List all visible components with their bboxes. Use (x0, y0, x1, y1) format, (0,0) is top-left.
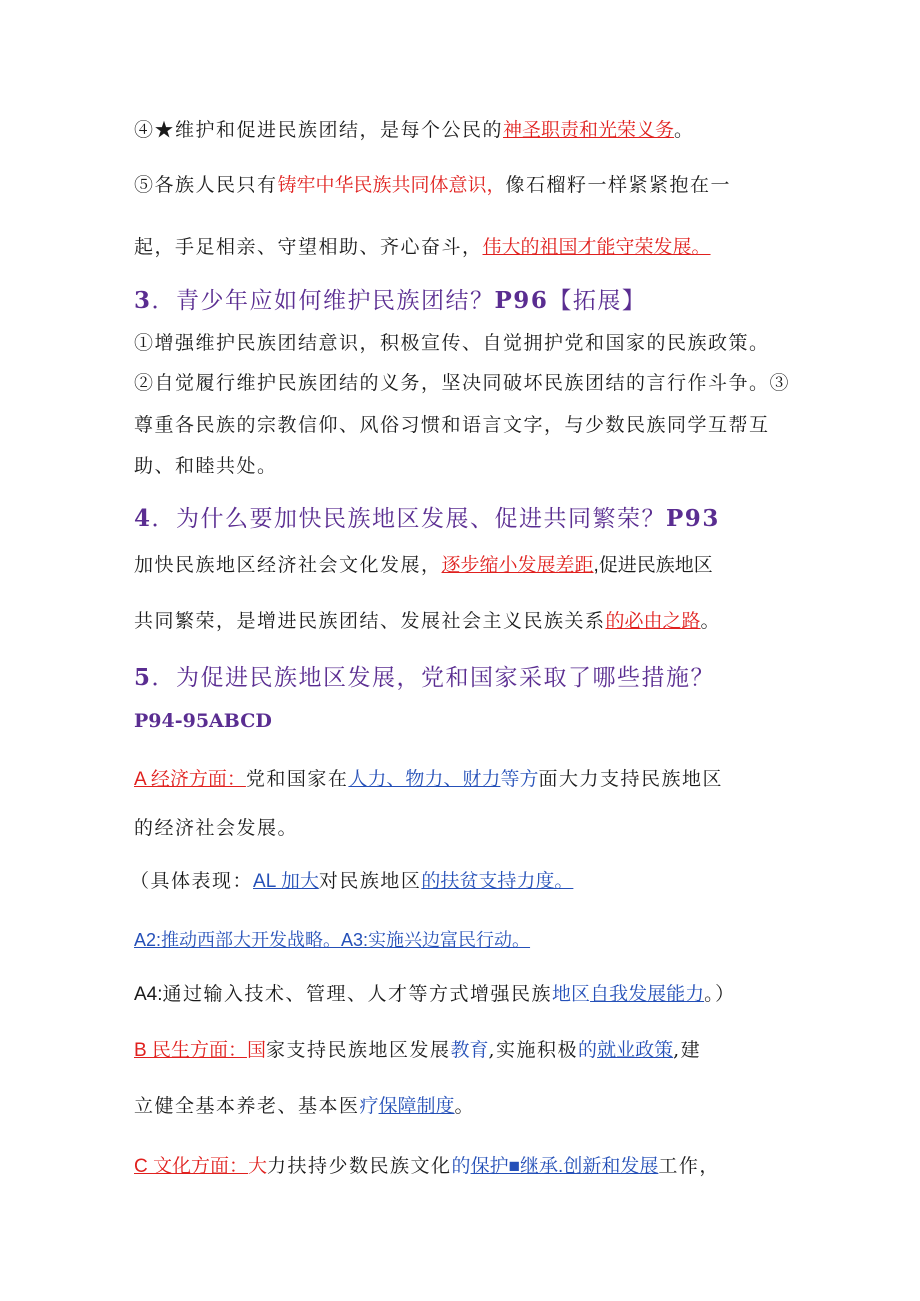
category-label: C 文化方面： (134, 1156, 249, 1177)
text: 加快民族地区经济社会文化发展， (134, 554, 442, 576)
point-5-line-2 (134, 232, 711, 259)
question-number: 5 (134, 664, 152, 691)
text: 面大力支持民族地区 (538, 768, 723, 790)
question-number: 4 (134, 505, 152, 532)
text: ④★维护和促进民族团结，是每个公民的 (134, 119, 504, 141)
highlight-blue: 人力、物力、财力 (348, 769, 501, 790)
text: 。 (674, 119, 695, 141)
answer-5-b-line-2 (134, 1091, 475, 1118)
question-text: ．为什么要加快民族地区发展、促进共同繁荣？ (151, 506, 667, 532)
answer-4-line-2 (134, 606, 721, 633)
answer-3-line-1: ①增强维护民族团结意识，积极宣传、自觉拥护党和国家的民族政策。 (134, 332, 770, 354)
text: 家支持民族地区发展 (265, 1039, 451, 1061)
answer-5-a-line-5 (134, 979, 736, 1006)
highlight-blue: 自我发展能力 (590, 984, 705, 1005)
text: 工作， (658, 1155, 720, 1177)
highlight-red: 的必由之路 (605, 611, 701, 632)
answer-5-a-line-1 (134, 764, 723, 791)
question-text: ．青少年应如何维护民族团结？ (151, 288, 495, 314)
page-ref: P96 (494, 287, 549, 314)
answer-5-a-line-2: 的经济社会发展。 (134, 817, 299, 839)
answer-5-c-line-1 (134, 1151, 720, 1178)
text: 国 (246, 1040, 266, 1061)
category-label: A 经济方面： (134, 769, 246, 790)
text: 的 (578, 1040, 598, 1061)
text: 。 (700, 610, 722, 632)
highlight-red: 铸牢中华民族共同体意识， (277, 175, 506, 196)
text: 的 (451, 1156, 471, 1177)
question-4-heading (134, 500, 720, 533)
text: 立健全基本养老、基本医 (134, 1095, 360, 1117)
text: 对民族地区 (318, 870, 422, 892)
answer-4-line-1 (134, 550, 713, 577)
point-4-line (134, 115, 695, 142)
highlight-red: 伟大的祖国才能守荣发展。 (482, 237, 711, 258)
answer-3-line-4: 助、和睦共处。 (134, 455, 278, 477)
highlight-blue: 保护■继承.创新和发展 (470, 1156, 659, 1177)
highlight-red: 逐步缩小发展差距 (441, 555, 594, 576)
question-3-heading (134, 282, 646, 315)
tag: 【拓展】 (548, 288, 647, 314)
question-text: ．为促进民族地区发展，党和国家采取了哪些措施？ (151, 665, 716, 691)
text: 。） (704, 983, 736, 1005)
text: 疗 (359, 1096, 379, 1117)
text: ⑤各族人民只有 (134, 174, 278, 196)
highlight-blue: 的扶贫支持力度。 (421, 871, 574, 892)
point-5-line-1 (134, 170, 731, 197)
highlight-blue: 保障制度 (378, 1096, 455, 1117)
text: 大 (248, 1156, 268, 1177)
question-number: 3 (134, 287, 152, 314)
answer-5-a-line-4: A2:推动西部大开发战略。A3:实施兴边富民行动。 (134, 930, 531, 950)
text: 力扶持少数民族文化 (267, 1155, 452, 1177)
highlight-blue: AL 加大 (253, 871, 319, 892)
text: （具体表现： (130, 870, 254, 892)
text: 。 (454, 1095, 476, 1117)
text: A4: (134, 984, 163, 1005)
text: 党和国家在 (245, 768, 349, 790)
highlight-red: 神圣职责和光荣义务 (503, 120, 675, 141)
answer-5-a-line-3 (130, 866, 573, 893)
highlight-blue: 等方 (500, 769, 539, 790)
text: ,促进民族地区 (593, 555, 713, 576)
answer-3-line-2: ②自觉履行维护民族团结的义务，坚决同破坏民族团结的言行作斗争。③ (134, 372, 791, 394)
highlight-blue: 就业政策 (597, 1040, 674, 1061)
answer-5-b-line-1 (134, 1035, 701, 1062)
answer-3-line-3: 尊重各民族的宗教信仰、风俗习惯和语言文字，与少数民族同学互帮互 (134, 414, 770, 436)
question-5-heading (134, 659, 715, 692)
highlight-blue: 地区 (552, 984, 591, 1005)
page-ref: P94-95ABCD (134, 710, 272, 732)
text: 像石榴籽一样紧紧抱在一 (505, 174, 732, 196)
text: 共同繁荣，是增进民族团结、发展社会主义民族关系 (134, 610, 606, 632)
text: 起，手足相亲、守望相助、齐心奋斗， (134, 236, 483, 258)
page-ref: P93 (666, 505, 720, 532)
highlight-blue: 教育 (450, 1040, 489, 1061)
text: 通过输入技术、管理、人才等方式增强民族 (162, 983, 553, 1005)
text: ,实施积极 (488, 1039, 579, 1061)
category-label: B 民生方面： (134, 1040, 247, 1061)
text: ,建 (673, 1039, 702, 1061)
